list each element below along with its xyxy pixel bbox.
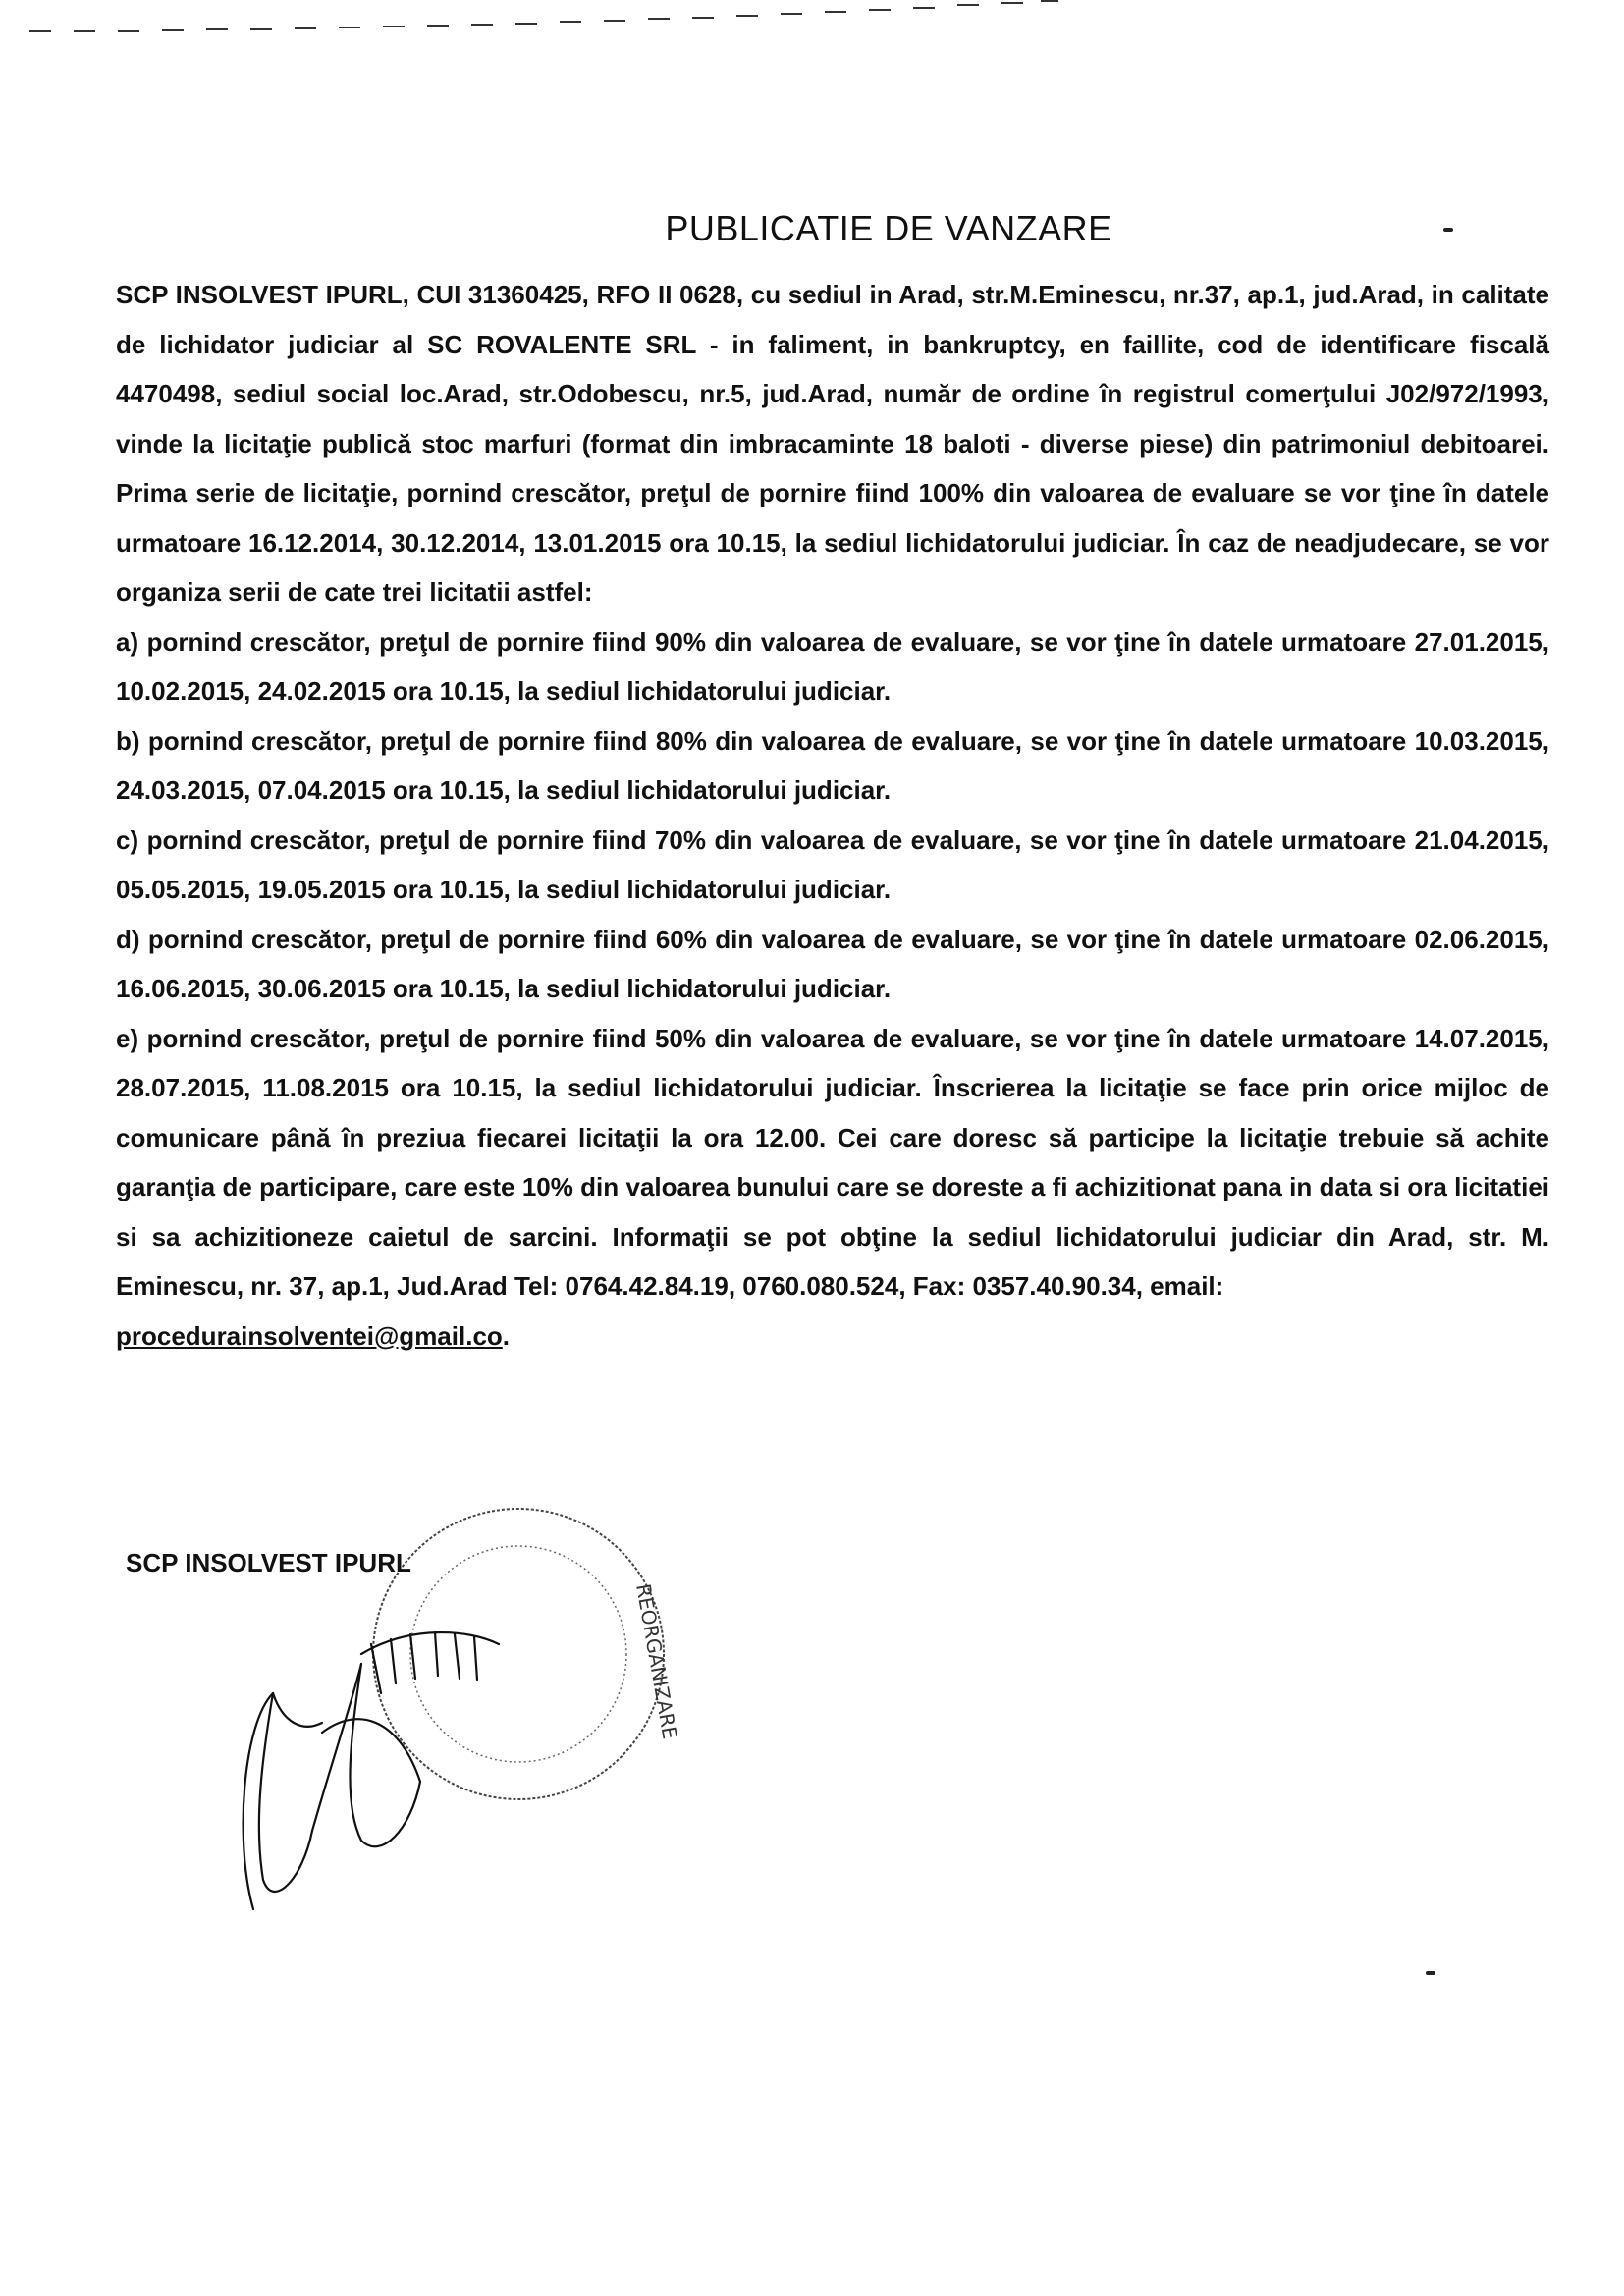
option-d: d) pornind crescător, preţul de pornire fiind 60% din valoarea de evaluare, se vor ţine în datele urmatoare 02.06.2015, 16.06.2015, 30.06.2015 ora 10.15, la sediul lichidatorului judiciar.: [116, 924, 1549, 1003]
document-body: [116, 270, 1549, 1361]
option-e-text: e) pornind crescător, preţul de pornire fiind 50% din valoarea de evaluare, se vor ţine în datele urmatoare 14.07.2015, 28.07.2015, 11.08.2015 ora 10.15, la sediul lichidatorului judiciar. Înscrierea la licitaţie se face prin orice mijloc de comunicare până în preziua fiecarei licitaţii la ora 12.00. Cei care doresc să participe la licitaţie trebuie să achite garanţia de participare, care este 10% din valoarea bunului care se doreste a fi achizitionat pana in data si ora licitatiei si sa achizitioneze caietul de sarcini. Informaţii se pot obţine la sediul lichidatorului judiciar din Arad, str. M. Eminescu, nr. 37, ap.1, Jud.Arad Tel: 0764.42.84.19, 0760.080.524, Fax: 0357.40.90.34, email:: [116, 1023, 1549, 1301]
email-link[interactable]: procedurainsolventei@gmail.co: [116, 1320, 503, 1351]
stamp-text: REORGANIZARE: [631, 1581, 682, 1741]
signature-name: SCP INSOLVEST IPURL: [126, 1548, 411, 1577]
option-b: b) pornind crescător, preţul de pornire fiind 80% din valoarea de evaluare, se vor ţine în datele urmatoare 10.03.2015, 24.03.2015, 07.04.2015 ora 10.15, la sediul lichidatorului judiciar.: [116, 725, 1549, 805]
intro-paragraph: SCP INSOLVEST IPURL, CUI 31360425, RFO II 0628, cu sediul in Arad, str.M.Eminescu, nr.37, ap.1, jud.Arad, in calitate de lichidator judiciar al SC ROVALENTE SRL - in faliment, in bankruptcy, en faillite, cod de identificare fiscală 4470498, sediul social loc.Arad, str.Odobescu, nr.5, jud.Arad, număr de ordine în registrul comerţului J02/972/1993, vinde la licitaţie publică stoc marfuri (format din imbracaminte 18 baloti - diverse piese) din patrimoniul debitoarei. Prima serie de licitaţie, pornind crescător, preţul de pornire fiind 100% din valoarea de evaluare se vor ţine în datele urmatoare 16.12.2014, 30.12.2014, 13.01.2015 ora 10.15, la sediul lichidatorului judiciar. În caz de neadjudecare, se vor organiza serii de cate trei licitatii astfel:: [116, 280, 1549, 607]
signature-block: [126, 1526, 715, 1939]
handwritten-signature: [214, 1585, 568, 1919]
option-a: a) pornind crescător, preţul de pornire fiind 90% din valoarea de evaluare, se vor ţine în datele urmatoare 27.01.2015, 10.02.2015, 24.02.2015 ora 10.15, la sediul lichidatorului judiciar.: [116, 626, 1549, 706]
document-title: PUBLICATIE DE VANZARE: [665, 208, 1112, 248]
email-suffix: .: [502, 1320, 511, 1351]
option-c: c) pornind crescător, preţul de pornire fiind 70% din valoarea de evaluare, se vor ţine în datele urmatoare 21.04.2015, 05.05.2015, 19.05.2015 ora 10.15, la sediul lichidatorului judiciar.: [116, 825, 1549, 904]
scan-edge-dashes: [29, 0, 1060, 39]
option-e: [116, 1014, 1549, 1362]
scan-speck: [1426, 1971, 1435, 1975]
